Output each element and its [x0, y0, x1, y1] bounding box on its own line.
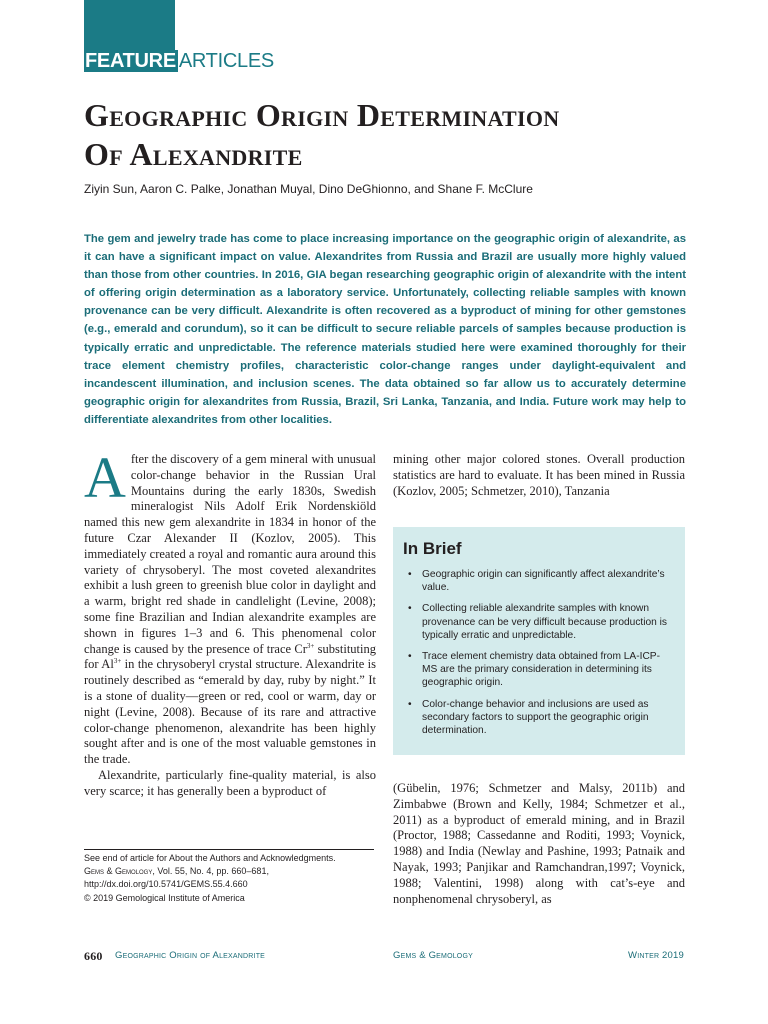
journal-name: Gems & Gemology [393, 950, 473, 961]
in-brief-item-text: Color-change behavior and inclusions are used as secondary factors to support the geographic origin determination. [422, 698, 649, 737]
article-title [84, 96, 704, 174]
section-label-articles: ARTICLES [178, 50, 274, 72]
in-brief-item [403, 650, 675, 690]
in-brief-item [403, 602, 675, 642]
footnote-divider [84, 849, 374, 850]
in-brief-box [393, 527, 685, 755]
bullet-icon: • [408, 603, 412, 615]
in-brief-item-text: Geographic origin can significantly affect alexandrite’s value. [422, 569, 665, 594]
bullet-icon: • [408, 569, 412, 580]
in-brief-heading: In Brief [403, 539, 462, 558]
header-color-block [84, 0, 175, 52]
body-column-left [84, 445, 376, 800]
section-label [84, 49, 274, 73]
abstract: The gem and jewelry trade has come to place increasing importance on the geographic origin of alexandrite, as it can have a significant impact on value. Alexandrites from Russia and Brazil are usually more highly valued than those from other countries. In 2016, GIA began researching geographic origin of alexandrite with the intent of offering origin determination as a laboratory service. Unfortunately, collecting reliable samples with known provenance can be very difficult. Alexandrite is often recovered as a byproduct of mining for other gemstones (e.g., emerald and corundum), so it can be difficult to secure reliable parcels of samples because production is typically erratic and unpredictable. The reference materials studied here were examined thoroughly for their trace element chemistry profiles, characteristic color-change ranges under daylight-equivalent and incandescent illumination, and inclusion scenes. The data obtained so far allow us to accurately determine geographic origin for alexandrites from Russia, Brazil, Sri Lanka, Tanzania, and India. Future work may help to differentiate alexandrites from other localities. [84, 233, 686, 426]
footnote [84, 852, 376, 905]
body-column-right-bottom: (Gübelin, 1976; Schmetzer and Malsy, 2011b) and Zimbabwe (Brown and Kelly, 1984; Schmetzer et al., 2011) as a byproduct of emerald mining, and in Brazil (Proctor, 1988; Cassedanne and Roditi, 1993; Voynick, 1988) and India (Newlay and Pashine, 1993; Patnaik and Nayak, 1993; Panjikar and Ramchandran,1997; Voynick, 1988; Valentini, 1998) along with cat’s-eye and nonphenomenal chrysoberyl, as [393, 781, 685, 906]
footnote-copyright: © 2019 Gemological Institute of America [84, 892, 245, 903]
drop-cap: A [84, 445, 126, 510]
article-title-line-2: Of Alexandrite [84, 136, 303, 172]
running-title: Geographic Origin of Alexandrite [115, 950, 266, 961]
in-brief-item [403, 568, 675, 594]
footnote-volume: , Vol. 55, No. 4, pp. 660–681, [152, 866, 269, 877]
body-paragraph-2: Alexandrite, particularly fine-quality material, is also very scarce; it has generally been a byproduct of [84, 767, 376, 798]
section-label-feature: FEATURE [85, 50, 176, 72]
footnote-doi-link[interactable]: http://dx.doi.org/10.5741/GEMS.55.4.660 [84, 879, 248, 890]
author-list: Ziyin Sun, Aaron C. Palke, Jonathan Muyal, Dino DeGhionno, and Shane F. McClure [84, 182, 533, 196]
footnote-about-authors: See end of article for About the Authors and Acknowledgments. [84, 853, 336, 863]
in-brief-item [403, 698, 675, 738]
footnote-journal: Gems & Gemology [84, 866, 153, 877]
footnote-citation [84, 865, 376, 878]
body-column-right-top: mining other major colored stones. Overall production statistics are hard to evaluate. It has been mined in Russia (Kozlov, 2005; Schmetzer, 2010), Tanzania [393, 452, 685, 498]
page-number: 660 [84, 949, 103, 963]
body-paragraph-1-part-b: substituting for Al [84, 641, 376, 672]
article-title-line-1: Geographic Origin Determination [84, 97, 560, 133]
in-brief-item-text: Trace element chemistry data obtained from LA-ICP-MS are the primary consideration in determining its geographic origin. [422, 651, 660, 689]
bullet-icon: • [408, 651, 412, 663]
superscript-cr: 3+ [306, 641, 315, 650]
bullet-icon: • [408, 698, 412, 710]
superscript-al: 3+ [113, 657, 122, 666]
body-paragraph-1 [84, 445, 376, 768]
issue-date: Winter 2019 [628, 950, 684, 961]
in-brief-list [403, 568, 675, 737]
body-paragraph-1-part-c: in the chrysoberyl crystal structure. Alexandrite is routinely described as “emerald by day, ruby by night.” It is a stone of duality—green or red, cool or warm, day or night (Levine, 2008). Because of its rare and attractive color-change phenomenon, alexandrite has been highly sought after and is one of the most valuable gemstones in the trade. [84, 657, 376, 767]
body-paragraph-1-part-a: fter the discovery of a gem mineral with unusual color-change behavior in the Russian Ural Mountains during the early 1830s, Swedish mineralogist Nils Adolf Erik Nordenskiöld named this new gem alexandrite in 1834 in honor of the future Czar Alexander II (Kozlov, 2005). This immediately created a royal and romantic aura around this variety of chrysoberyl. The most coveted alexandrites exhibit a lush green to greenish blue color in daylight and a warm, bright red shade in candlelight (Levine, 2008); some fine Brazilian and Indian alexandrite examples are shown in figures 1–3 and 6. This phenomenal color change is caused by the presence of trace Cr [84, 452, 376, 656]
in-brief-item-text: Collecting reliable alexandrite samples with known provenance can be very difficult because production is typically erratic and unpredictable. [422, 603, 668, 641]
